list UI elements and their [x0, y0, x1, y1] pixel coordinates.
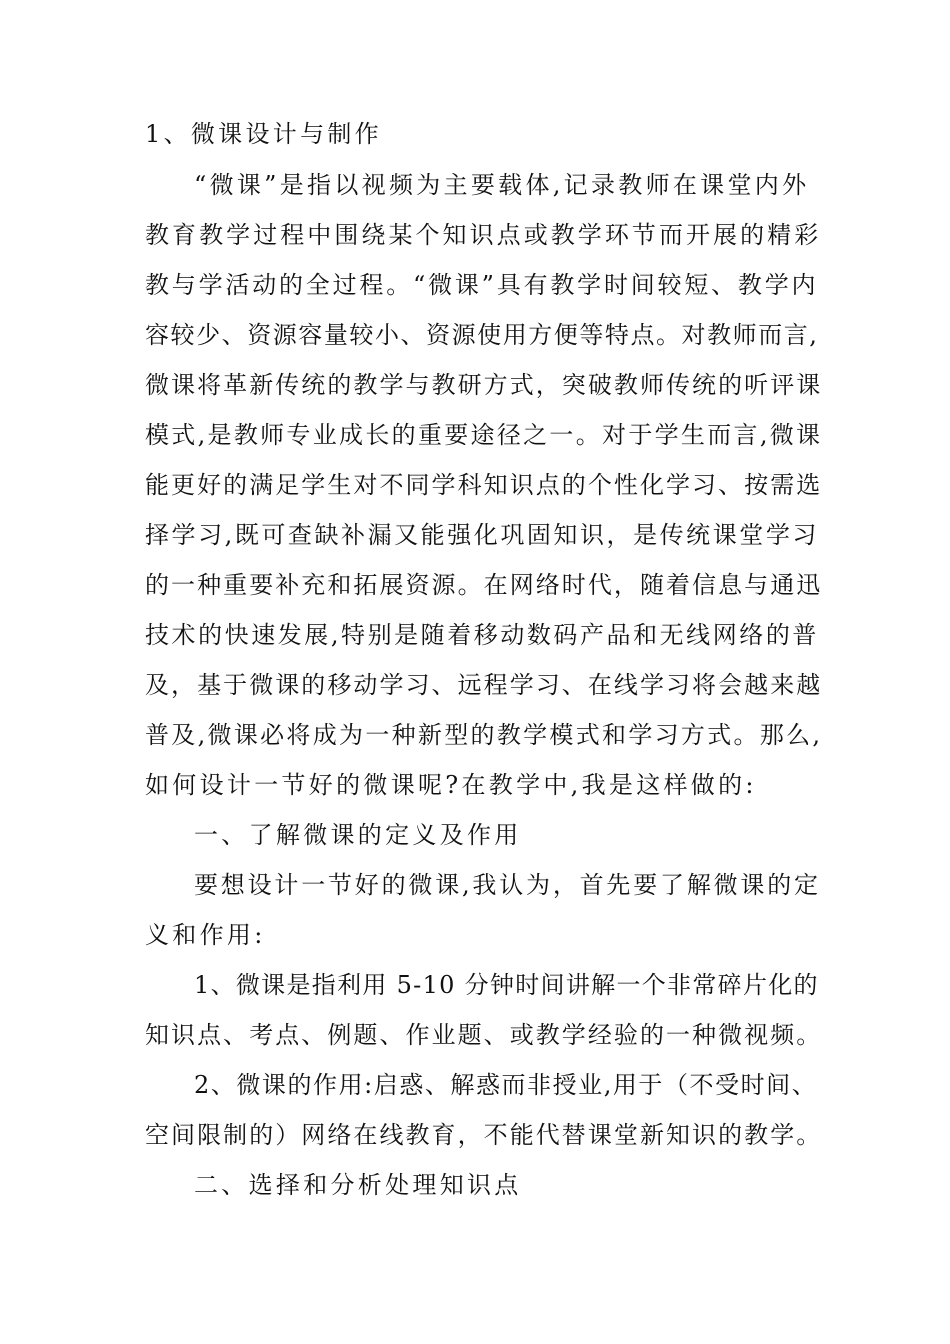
paragraph-line: 及，基于微课的移动学习、远程学习、在线学习将会越来越: [145, 671, 823, 699]
subsection-heading: 一、了解微课的定义及作用: [194, 821, 522, 849]
list-item: 2、微课的作用:启惑、解惑而非授业,用于（不受时间、: [194, 1071, 818, 1099]
paragraph-line: 择学习,既可查缺补漏又能强化巩固知识，是传统课堂学习: [145, 521, 819, 549]
paragraph-line: 义和作用:: [145, 921, 266, 949]
list-item-continuation: 知识点、考点、例题、作业题、或教学经验的一种微视频。: [145, 1021, 823, 1049]
paragraph-line: 要想设计一节好的微课,我认为，首先要了解微课的定: [194, 871, 821, 899]
paragraph-line: 模式,是教师专业成长的重要途径之一。对于学生而言,微课: [145, 421, 823, 449]
paragraph-line: 容较少、资源容量较小、资源使用方便等特点。对教师而言,: [145, 321, 819, 349]
paragraph-line: 的一种重要补充和拓展资源。在网络时代，随着信息与通迅: [145, 571, 823, 599]
list-item-continuation: 空间限制的）网络在线教育，不能代替课堂新知识的教学。: [145, 1121, 823, 1149]
paragraph-line: 如何设计一节好的微课呢?在教学中,我是这样做的:: [145, 771, 757, 799]
paragraph-line: 教与学活动的全过程。“微课”具有教学时间较短、教学内: [145, 271, 819, 299]
paragraph-line: 能更好的满足学生对不同学科知识点的个性化学习、按需选: [145, 471, 823, 499]
paragraph-line: 教育教学过程中围绕某个知识点或教学环节而开展的精彩: [145, 221, 822, 249]
subsection-heading: 二、选择和分析处理知识点: [194, 1171, 522, 1199]
paragraph-line: 微课将革新传统的教学与教研方式，突破教师传统的听评课: [145, 371, 823, 399]
list-item: 1、微课是指利用 5-10 分钟时间讲解一个非常碎片化的: [194, 971, 819, 999]
section-heading: 1、微课设计与制作: [145, 120, 382, 148]
paragraph-line: 技术的快速发展,特别是随着移动数码产品和无线网络的普: [145, 621, 819, 649]
paragraph-line: “微课”是指以视频为主要载体,记录教师在课堂内外: [194, 171, 810, 199]
paragraph-line: 普及,微课必将成为一种新型的教学模式和学习方式。那么,: [145, 721, 823, 749]
